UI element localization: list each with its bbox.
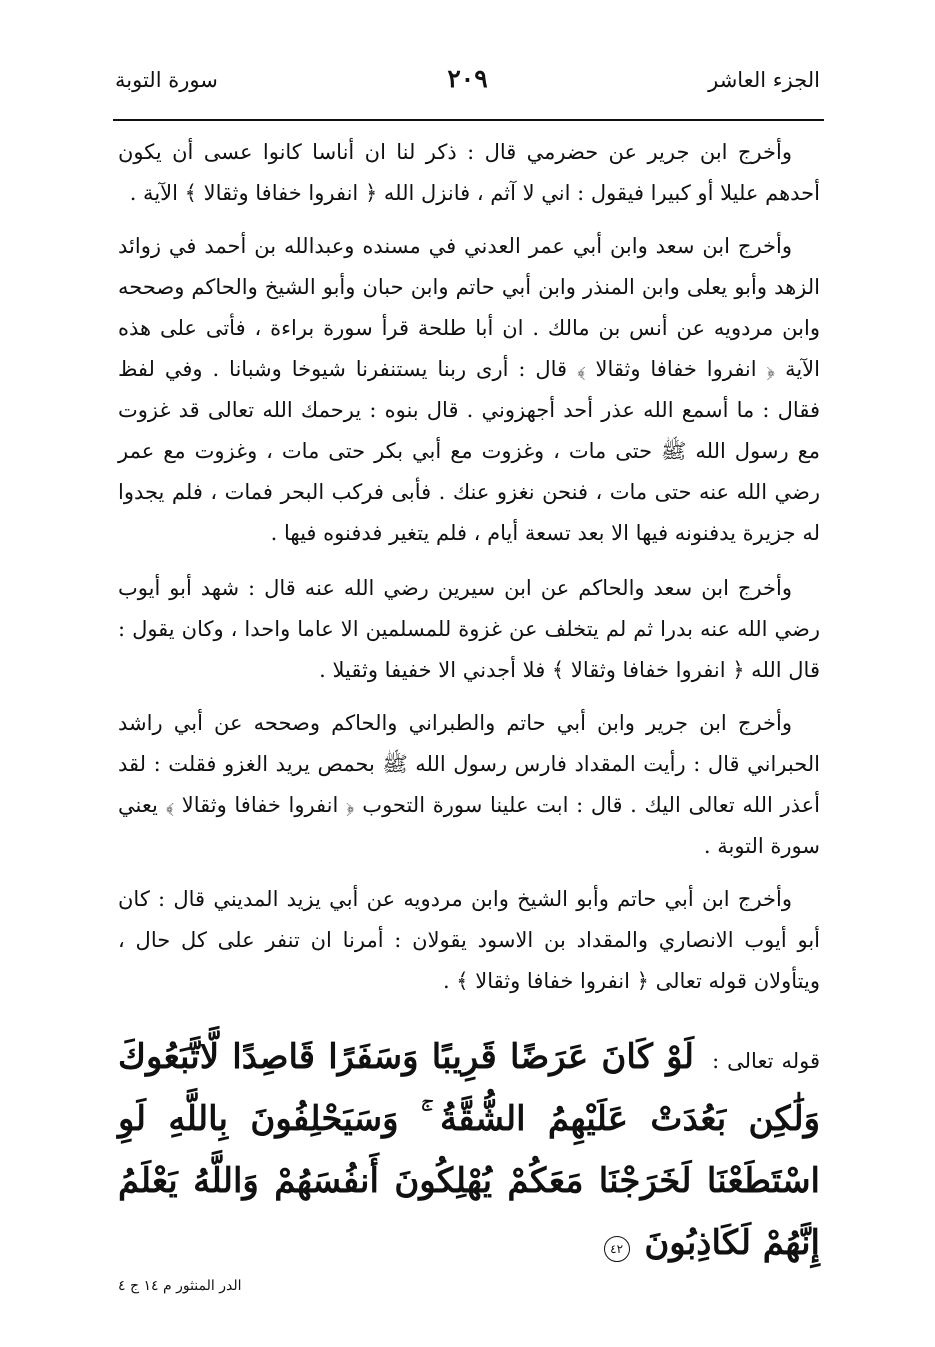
paragraph-5: وأخرج ابن أبي حاتم وأبو الشيخ وابن مردويه عن أبي يزيد المديني قال : كان أبو أيوب الانصاري والمقداد بن الاسود يقولان : أمرنا ان تنفر على كل حال ، ويتأولان قوله تعالى ﴿ انفروا خفافا وثقالا ﴾ . <box>118 887 820 993</box>
header-rule <box>113 119 824 121</box>
paragraph-3: وأخرج ابن سعد والحاكم عن ابن سيرين رضي الله عنه قال : شهد أبو أيوب رضي الله عنه بدرا ثم لم يتخلف عن غزوة للمسلمين الا عاما واحدا ، وكان يقول : قال الله ﴿ انفروا خفافا وثقالا ﴾ فلا أجدني الا خفيفا وثقيلا . <box>118 576 820 682</box>
footer-reference: الدر المنثور م ١٤ ج ٤ <box>118 1278 242 1294</box>
page-footer <box>118 1278 935 1294</box>
paragraph-1: وأخرج ابن جرير عن حضرمي قال : ذكر لنا ان أناسا كانوا عسى أن يكون أحدهم عليلا أو كبيرا فيقول : اني لا آثم ، فانزل الله ﴿ انفروا خفافا وثقالا ﴾ الآية . <box>118 140 820 205</box>
verse-intro: قوله تعالى : <box>712 1049 820 1073</box>
quran-verse-block <box>118 1028 820 1276</box>
paragraph-2: وأخرج ابن سعد وابن أبي عمر العدني في مسنده وعبدالله بن أحمد في زوائد الزهد وأبو يعلى وابن المنذر وابن أبي حاتم وابن حبان وأبو الشيخ والحاكم وصححه وابن مردويه عن أنس بن مالك . ان أبا طلحة قرأ سورة براءة ، فأتى على هذه الآية ﴿ انفروا خفافا وثقالا ﴾ قال : أرى ربنا يستنفرنا شيوخا وشبانا . وفي لفظ فقال : ما أسمع الله عذر أحد أجهزوني . قال بنوه : يرحمك الله تعالى قد غزوت مع رسول الله ﷺ حتى مات ، وغزوت مع أبي بكر حتى مات ، وغزوت مع عمر رضي الله عنه حتى مات ، فنحن نغزو عنك . فأبى فركب البحر فمات ، فلم يجدوا له جزيرة يدفنونه فيها الا بعد تسعة أيام ، فلم يتغير فدفنوه فيها . <box>118 234 820 545</box>
paragraph-4: وأخرج ابن جرير وابن أبي حاتم والطبراني والحاكم وصححه عن أبي راشد الحبراني قال : رأيت المقداد فارس رسول الله ﷺ بحمص يريد الغزو فقلت : لقد أعذر الله تعالى اليك . قال : ابت علينا سورة التحوب ﴿ انفروا خفافا وثقالا ﴾ يعني سورة التوبة . <box>118 711 820 858</box>
page-number: ٢٠٩ <box>447 64 488 93</box>
verse-text: لَوْ كَانَ عَرَضًا قَرِيبًا وَسَفَرًا قَاصِدًا لَّاتَّبَعُوكَ وَلَٰكِن بَعُدَتْ عَلَيْهِمُ الشُّقَّةُ ۚ وَسَيَحْلِفُونَ بِاللَّهِ لَوِ اسْتَطَعْنَا لَخَرَجْنَا مَعَكُمْ يُهْلِكُونَ أَنفُسَهُمْ وَاللَّهُ يَعْلَمُ إِنَّهُمْ لَكَاذِبُونَ <box>118 1037 820 1263</box>
page-body <box>118 132 820 1276</box>
juz-label: الجزء العاشر <box>708 68 820 92</box>
surah-label: سورة التوبة <box>115 68 218 92</box>
page-header <box>115 62 820 102</box>
ayah-number-marker: ٤٢ <box>604 1236 630 1262</box>
